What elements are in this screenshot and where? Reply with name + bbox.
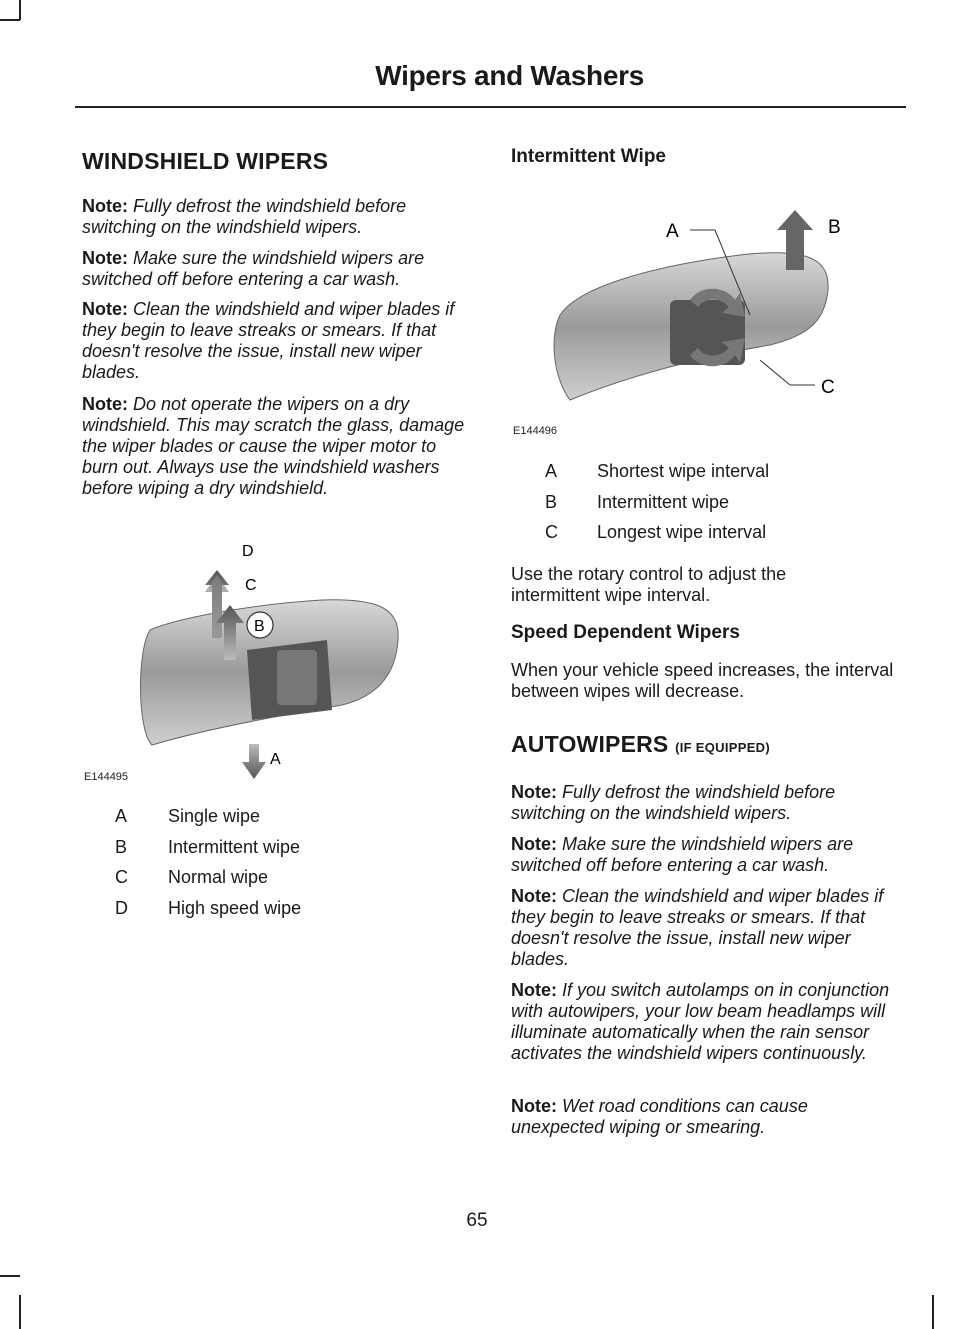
legend-item bbox=[545, 492, 875, 523]
crop-mark bbox=[19, 0, 21, 20]
legend-value: Single wipe bbox=[168, 806, 261, 826]
note bbox=[82, 248, 474, 290]
note-text: Do not operate the wipers on a dry windshield. This may scratch the glass, damage the wiper blades or cause the wiper motor to burn out. Always use the windshield washers before wiping a dry windshield. bbox=[82, 394, 465, 498]
legend-value: Normal wipe bbox=[168, 867, 269, 888]
wiper-legend bbox=[115, 806, 415, 929]
autowipers-title: AUTOWIPERS bbox=[511, 731, 669, 757]
page-title: Wipers and Washers bbox=[375, 60, 644, 91]
legend-key: D bbox=[115, 898, 128, 919]
callout-a: A bbox=[270, 751, 281, 768]
note-label: Note: bbox=[82, 394, 128, 414]
callout-a: A bbox=[666, 221, 679, 242]
note-label: Note: bbox=[511, 782, 557, 802]
note-label: Note: bbox=[511, 834, 557, 854]
note bbox=[82, 394, 474, 499]
legend-key: A bbox=[115, 806, 128, 826]
legend-item bbox=[545, 522, 875, 553]
legend-item bbox=[545, 461, 875, 492]
legend-item bbox=[115, 837, 415, 868]
legend-value: Shortest wipe interval bbox=[597, 461, 770, 481]
title-divider bbox=[75, 106, 906, 108]
legend-item bbox=[115, 806, 415, 837]
intermittent-wipe-figure bbox=[540, 205, 850, 420]
legend-value: Intermittent wipe bbox=[168, 836, 301, 857]
figure-code: E144496 bbox=[513, 425, 558, 437]
crop-mark bbox=[0, 19, 20, 21]
note-text: If you switch autolamps on in conjunction with autowipers, your low beam headlamps will illuminate automatically when the rain sensor activates the windshield wipers continuously. bbox=[511, 980, 890, 1063]
note-label: Note: bbox=[511, 980, 557, 1000]
legend-value: High speed wipe bbox=[168, 898, 302, 919]
note bbox=[511, 834, 906, 876]
legend-key: C bbox=[115, 867, 128, 888]
note-label: Note: bbox=[511, 1096, 557, 1116]
legend-value: Longest wipe interval bbox=[597, 522, 767, 543]
wiper-stalk-figure bbox=[82, 530, 412, 790]
callout-d: D bbox=[242, 543, 254, 560]
note bbox=[511, 782, 906, 824]
crop-mark bbox=[0, 1275, 20, 1277]
note-text: Wet road conditions can cause unexpected wiping or smearing. bbox=[511, 1096, 808, 1137]
speed-body: When your vehicle speed increases, the interval between wipes will decrease. bbox=[511, 660, 894, 701]
crop-mark bbox=[19, 1295, 21, 1329]
note bbox=[82, 196, 474, 238]
crop-mark bbox=[932, 1295, 934, 1329]
section-heading-windshield-wipers: WINDSHIELD WIPERS bbox=[82, 148, 329, 174]
intermittent-body: Use the rotary control to adjust the intermittent wipe interval. bbox=[511, 564, 787, 605]
note-label: Note: bbox=[511, 886, 557, 906]
legend-item bbox=[115, 898, 415, 929]
arrow-a bbox=[242, 744, 266, 779]
note-label: Note: bbox=[82, 299, 128, 319]
note bbox=[511, 980, 906, 1064]
section-heading-autowipers bbox=[511, 731, 770, 758]
note-text: Make sure the windshield wipers are switched off before entering a car wash. bbox=[511, 834, 854, 875]
legend-item bbox=[115, 867, 415, 898]
legend-key: C bbox=[545, 522, 558, 543]
intermittent-legend bbox=[545, 461, 875, 553]
autowipers-qualifier: (IF EQUIPPED) bbox=[675, 740, 770, 755]
note-label: Note: bbox=[82, 248, 128, 268]
note bbox=[511, 1096, 891, 1138]
note-text: Make sure the windshield wipers are switched off before entering a car wash. bbox=[82, 248, 425, 289]
legend-key: A bbox=[545, 461, 558, 481]
legend-key: B bbox=[115, 836, 128, 857]
legend-value: Intermittent wipe bbox=[597, 491, 730, 512]
figure-code: E144495 bbox=[84, 771, 129, 783]
note-text: Fully defrost the windshield before switching on the windshield wipers. bbox=[511, 782, 836, 823]
callout-c: C bbox=[245, 577, 257, 594]
section-heading-speed-dependent: Speed Dependent Wipers bbox=[511, 622, 740, 643]
page-number: 65 bbox=[466, 1210, 488, 1231]
leader-c bbox=[760, 360, 790, 385]
stalk-knob bbox=[277, 650, 317, 705]
callout-b: B bbox=[828, 217, 841, 238]
note-label: Note: bbox=[82, 196, 128, 216]
note-text: Clean the windshield and wiper blades if they begin to leave streaks or smears. If that doesn't resolve the issue, install new wiper blades. bbox=[511, 886, 884, 969]
section-heading-intermittent-wipe: Intermittent Wipe bbox=[511, 146, 666, 167]
note-text: Clean the windshield and wiper blades if they begin to leave streaks or smears. If that doesn't resolve the issue, install new wiper blades. bbox=[82, 299, 455, 382]
callout-b: B bbox=[254, 618, 265, 635]
note bbox=[511, 886, 891, 970]
callout-c: C bbox=[821, 377, 835, 398]
note bbox=[82, 299, 474, 383]
note-text: Fully defrost the windshield before switching on the windshield wipers. bbox=[82, 196, 407, 237]
legend-key: B bbox=[545, 491, 558, 512]
